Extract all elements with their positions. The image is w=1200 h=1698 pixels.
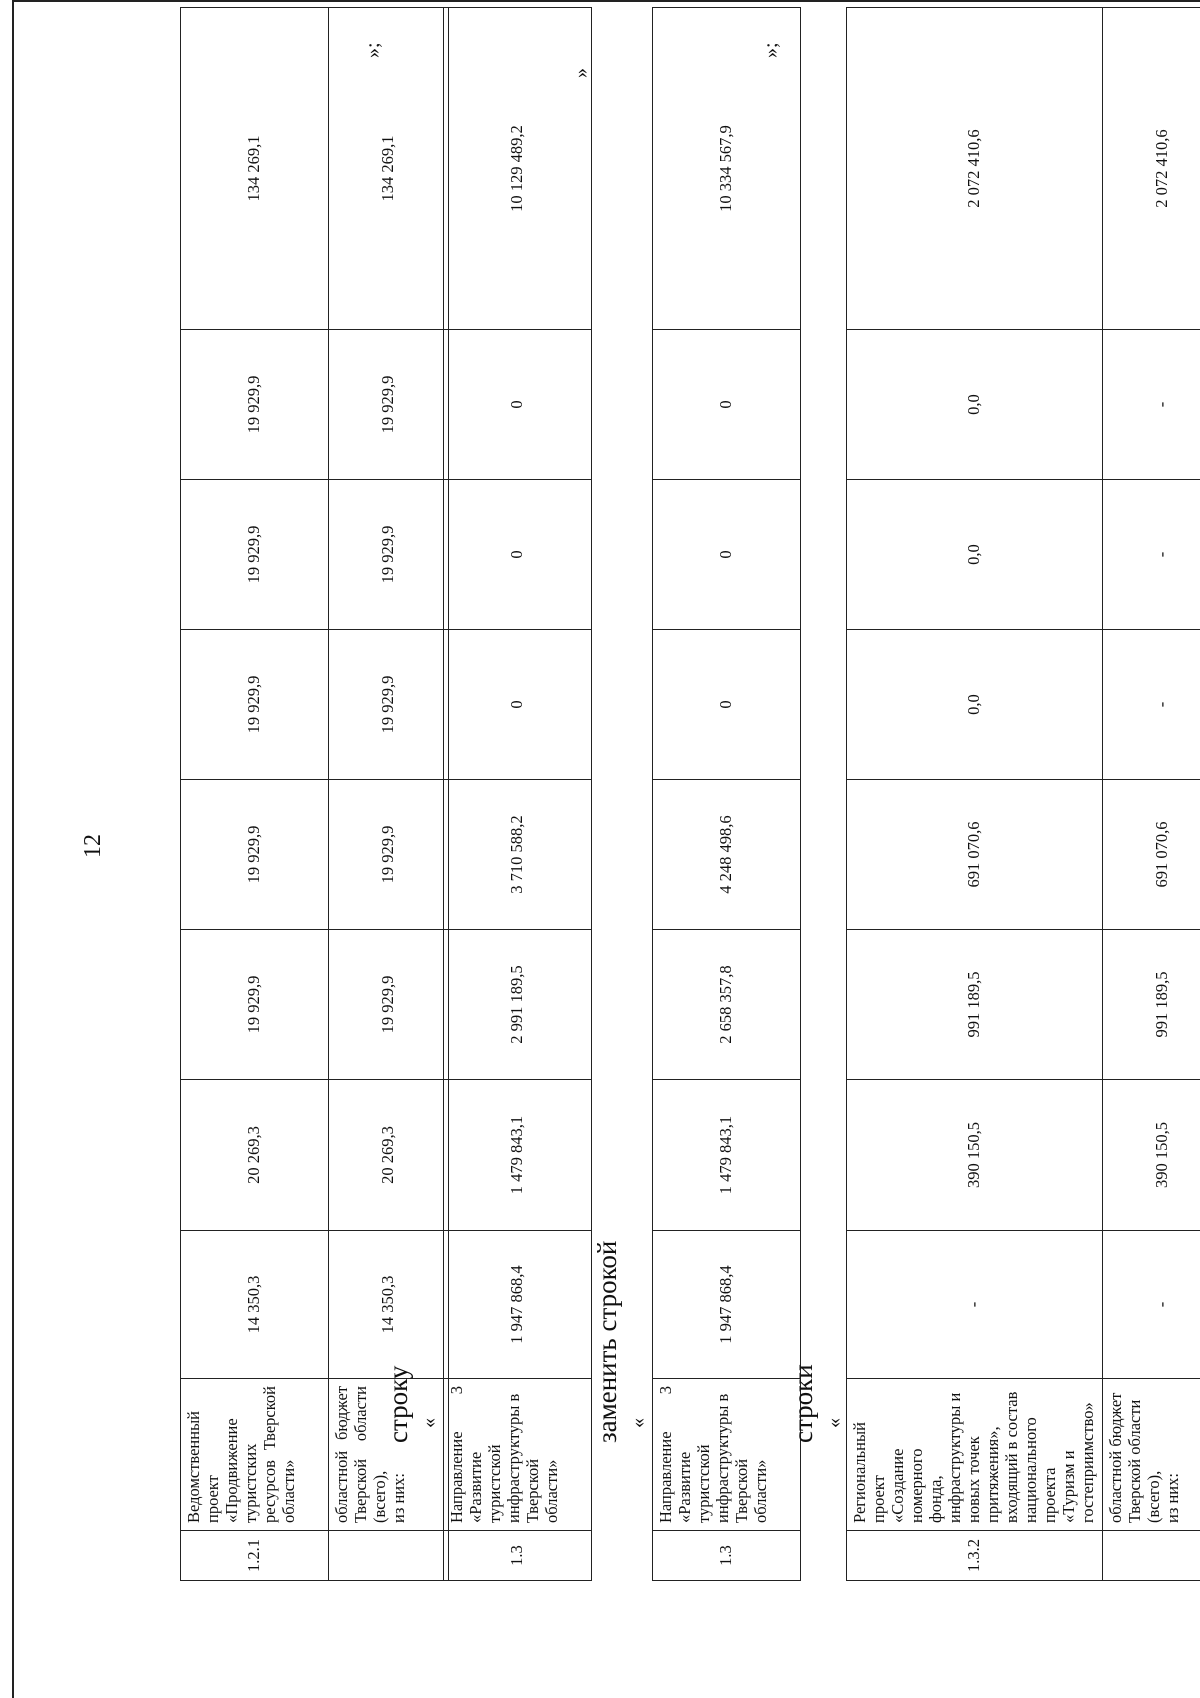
- close-quote-semicolon: »;: [362, 42, 384, 58]
- row-label-line: Ведомственный проект: [184, 1410, 222, 1523]
- row-label-line: туристской: [693, 1444, 713, 1523]
- value-cell: 0,0: [847, 480, 1103, 630]
- value-cell: 19 929,9: [181, 780, 329, 930]
- row-label-line: «Создание номерного: [887, 1448, 926, 1523]
- value-cell: 991 189,5: [1102, 930, 1200, 1080]
- value-cell: 10 334 567,9: [653, 8, 801, 330]
- row-label-line: области»: [750, 1459, 770, 1523]
- row-label-line: областной бюджет: [1105, 1392, 1125, 1523]
- open-quote: «: [418, 1418, 440, 1428]
- row-number: 1.2.1: [181, 1531, 329, 1581]
- value-cell: 991 189,5: [847, 930, 1103, 1080]
- value-cell: 390 150,5: [1102, 1080, 1200, 1231]
- value-cell: 0: [653, 330, 801, 480]
- value-cell: -: [1102, 630, 1200, 780]
- value-cell: 2 072 410,6: [1102, 8, 1200, 330]
- row-number: 1.3: [653, 1531, 801, 1581]
- table-row: [181, 8, 329, 1581]
- value-cell: 691 070,6: [1102, 780, 1200, 930]
- caption-stroku: строку: [383, 1365, 413, 1443]
- row-label-line: Региональный проект: [850, 1422, 888, 1523]
- page-number: 12: [80, 834, 106, 858]
- row-label-line: фонда, инфраструктуры и: [925, 1392, 964, 1523]
- row-label-line: ресурсов Тверской: [259, 1386, 279, 1523]
- caption-stroki: строки: [788, 1364, 818, 1443]
- value-cell: -: [1102, 1231, 1200, 1379]
- row-label-line: Тверской области (всего),: [1124, 1399, 1163, 1523]
- open-quote: «: [627, 1418, 649, 1428]
- value-cell: 19 929,9: [329, 330, 449, 480]
- value-cell: 2 072 410,6: [847, 8, 1103, 330]
- caption-zamenit-strokoy: заменить строкой: [592, 1240, 622, 1443]
- value-cell: 0: [444, 330, 592, 480]
- value-cell: 1 479 843,1: [444, 1080, 592, 1231]
- row-label-line: туристской: [484, 1444, 504, 1523]
- close-quote-semicolon: »;: [760, 42, 782, 58]
- value-cell: 691 070,6: [847, 780, 1103, 930]
- value-cell: 20 269,3: [181, 1080, 329, 1231]
- table-regionalny-proekt: [846, 7, 1200, 1581]
- value-cell: 4 248 498,6: [653, 780, 801, 930]
- table-napravlenie-3-old: [443, 7, 592, 1581]
- value-cell: 3 710 588,2: [444, 780, 592, 930]
- row-label-line: области»: [278, 1459, 298, 1523]
- value-cell: 19 929,9: [181, 480, 329, 630]
- row-number: [1102, 1531, 1200, 1581]
- row-label-line: национального проекта: [1020, 1417, 1059, 1523]
- row-label-line: Направление 3 «Развитие: [656, 1386, 694, 1523]
- row-label-line: Тверской области (всего),: [350, 1386, 389, 1523]
- table-row: [847, 8, 1103, 1581]
- row-label-line: из них:: [388, 1473, 408, 1523]
- value-cell: 0: [653, 480, 801, 630]
- value-cell: 19 929,9: [181, 630, 329, 780]
- value-cell: 19 929,9: [329, 930, 449, 1080]
- row-label-line: из них:: [1162, 1473, 1182, 1523]
- row-label-line: «Продвижение туристских: [221, 1418, 260, 1523]
- row-label-line: областной бюджет: [332, 1386, 351, 1523]
- row-label-line: «Туризм и: [1058, 1450, 1078, 1523]
- value-cell: 1 947 868,4: [444, 1231, 592, 1379]
- table-row: [653, 8, 801, 1581]
- value-cell: 19 929,9: [181, 330, 329, 480]
- value-cell: 20 269,3: [329, 1080, 449, 1231]
- row-label-line: инфраструктуры в Тверской: [503, 1393, 542, 1523]
- value-cell: 19 929,9: [181, 930, 329, 1080]
- table-vedomstvenny-proekt: [180, 7, 449, 1581]
- value-cell: 0: [653, 630, 801, 780]
- value-cell: 19 929,9: [329, 780, 449, 930]
- value-cell: 2 658 357,8: [653, 930, 801, 1080]
- row-number: 1.3.2: [847, 1531, 1103, 1581]
- table-row: [329, 8, 449, 1581]
- row-label-line: новых точек притяжения»,: [963, 1426, 1002, 1523]
- row-label: [1102, 1379, 1200, 1531]
- value-cell: 1 947 868,4: [653, 1231, 801, 1379]
- value-cell: 14 350,3: [181, 1231, 329, 1379]
- value-cell: 0: [444, 630, 592, 780]
- row-label-line: гостеприимство»: [1077, 1402, 1097, 1523]
- open-quote: «: [823, 1418, 845, 1428]
- value-cell: 19 929,9: [329, 480, 449, 630]
- row-number: 1.3: [444, 1531, 592, 1581]
- value-cell: 0,0: [847, 630, 1103, 780]
- value-cell: -: [847, 1231, 1103, 1379]
- row-label: [653, 1379, 801, 1531]
- table-row: [1102, 8, 1200, 1581]
- table-row: [444, 8, 592, 1581]
- row-label-line: области»: [541, 1459, 561, 1523]
- row-label: [181, 1379, 329, 1531]
- row-label: [444, 1379, 592, 1531]
- value-cell: 0: [444, 480, 592, 630]
- row-number: [329, 1531, 449, 1581]
- value-cell: 390 150,5: [847, 1080, 1103, 1231]
- row-label-line: инфраструктуры в Тверской: [712, 1393, 751, 1523]
- table-napravlenie-3-new: [652, 7, 801, 1581]
- value-cell: 19 929,9: [329, 630, 449, 780]
- value-cell: -: [1102, 330, 1200, 480]
- value-cell: 14 350,3: [329, 1231, 449, 1379]
- value-cell: 10 129 489,2: [444, 8, 592, 330]
- row-label-line: входящий в состав: [1001, 1391, 1021, 1523]
- close-quote: »: [570, 68, 592, 78]
- value-cell: 0,0: [847, 330, 1103, 480]
- value-cell: 2 991 189,5: [444, 930, 592, 1080]
- row-label-line: Направление 3 «Развитие: [447, 1386, 485, 1523]
- value-cell: 1 479 843,1: [653, 1080, 801, 1231]
- value-cell: -: [1102, 480, 1200, 630]
- value-cell: 134 269,1: [181, 8, 329, 330]
- row-label: [847, 1379, 1103, 1531]
- value-cell: 134 269,1: [329, 8, 449, 330]
